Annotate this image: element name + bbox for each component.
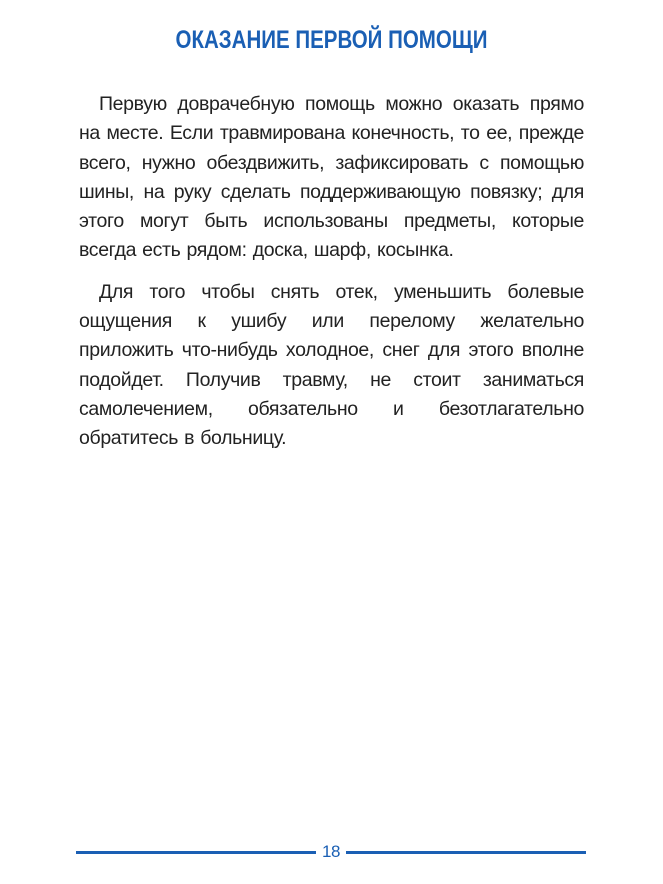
footer-divider-left (76, 851, 316, 854)
footer-divider-right (346, 851, 586, 854)
page-title: ОКАЗАНИЕ ПЕРВОЙ ПОМОЩИ (175, 26, 488, 54)
paragraph-first-aid-cold: Для того чтобы снять отек, уменьшить болевые ощущения к ушибу или перелому желательно приложить что-нибудь холодное, снег для этого вполне подойдет. Получив травму, не стоит заниматься самолечением, обязательно и безотлагательно обратитесь в больницу. (79, 280, 584, 450)
page-footer (76, 840, 586, 864)
document-body (79, 90, 584, 466)
paragraph-first-aid-immobilize: Первую доврачебную помощь можно оказать прямо на месте. Если травмирована конечность, то ее, прежде всего, нужно обездвижить, зафиксировать с помощью шины, на руку сделать поддерживающую повязку; для этого могут быть использованы предметы, которые всегда есть рядом: доска, шарф, косынка. (79, 93, 584, 262)
page-number: 18 (322, 842, 340, 861)
